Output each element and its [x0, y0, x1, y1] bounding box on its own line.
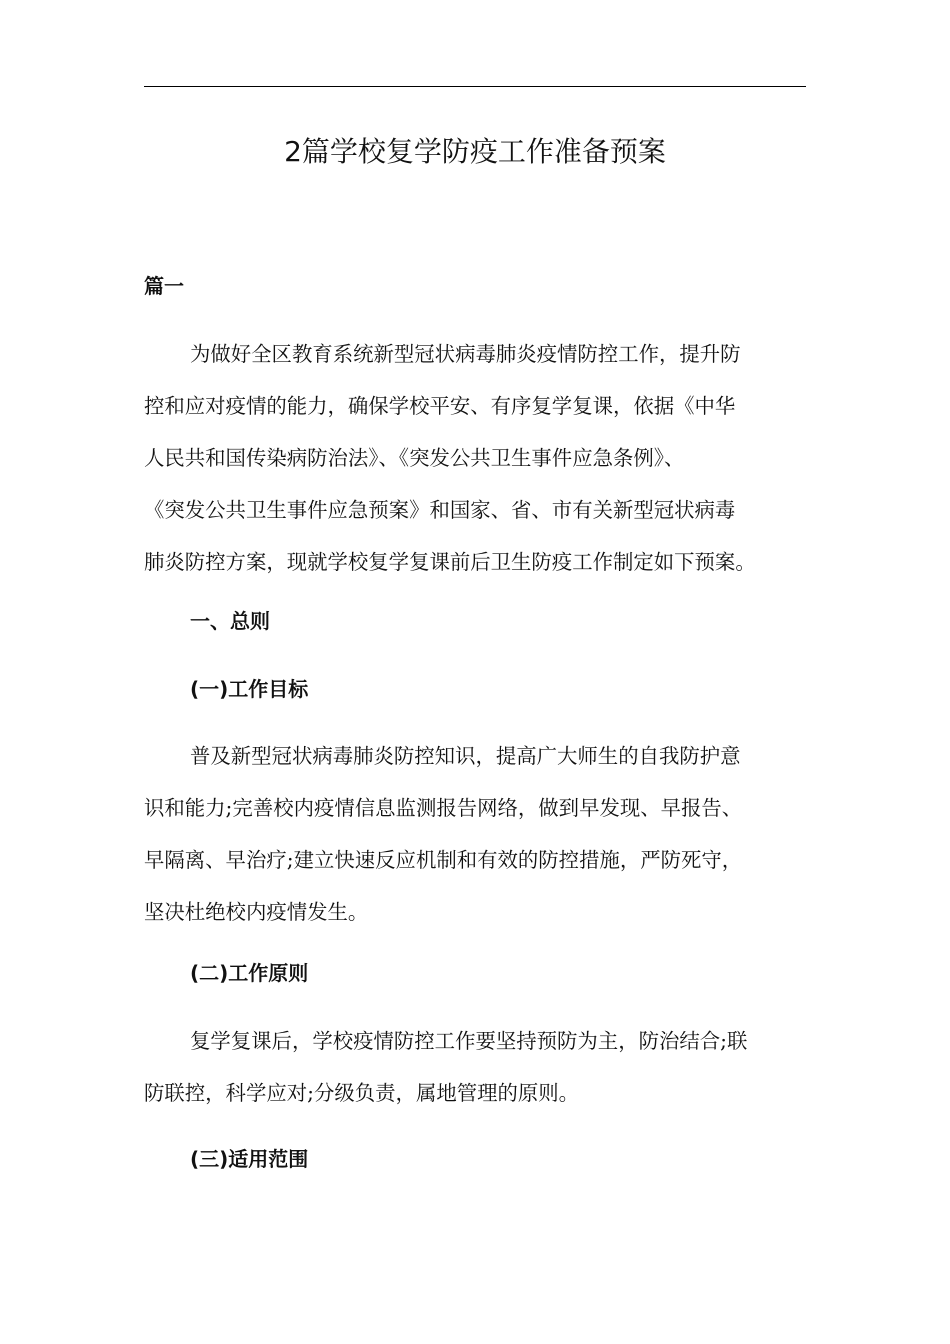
paragraph-line: 为做好全区教育系统新型冠状病毒肺炎疫情防控工作，提升防	[190, 342, 741, 366]
subsection-heading-goals: (一)工作目标	[190, 677, 309, 701]
section-heading-general: 一、总则	[190, 609, 270, 633]
paragraph-line: 《突发公共卫生事件应急预案》和国家、省、市有关新型冠状病毒	[144, 498, 736, 522]
header-rule	[144, 86, 806, 87]
paragraph-line: 普及新型冠状病毒肺炎防控知识，提高广大师生的自我防护意	[190, 744, 741, 768]
paragraph-line: 防联控，科学应对;分级负责，属地管理的原则。	[144, 1081, 580, 1105]
principles-paragraph	[144, 1015, 806, 1119]
part-label: 篇一	[144, 274, 184, 298]
subsection-heading-scope: (三)适用范围	[190, 1147, 309, 1171]
intro-paragraph	[144, 328, 806, 588]
subsection-heading-principles: (二)工作原则	[190, 961, 309, 985]
goals-paragraph	[144, 730, 806, 938]
paragraph-line: 复学复课后，学校疫情防控工作要坚持预防为主，防治结合;联	[190, 1029, 748, 1053]
paragraph-line: 人民共和国传染病防治法》、《突发公共卫生事件应急条例》、	[144, 446, 685, 470]
paragraph-line: 坚决杜绝校内疫情发生。	[144, 900, 369, 924]
paragraph-line: 识和能力;完善校内疫情信息监测报告网络，做到早发现、早报告、	[144, 796, 743, 820]
paragraph-line: 肺炎防控方案，现就学校复学复课前后卫生防疫工作制定如下预案。	[144, 550, 756, 574]
document-title: 2篇学校复学防疫工作准备预案	[284, 135, 666, 168]
paragraph-line: 早隔离、早治疗;建立快速反应机制和有效的防控措施，严防死守，	[144, 848, 743, 872]
paragraph-line: 控和应对疫情的能力，确保学校平安、有序复学复课，依据《中华	[144, 394, 736, 418]
